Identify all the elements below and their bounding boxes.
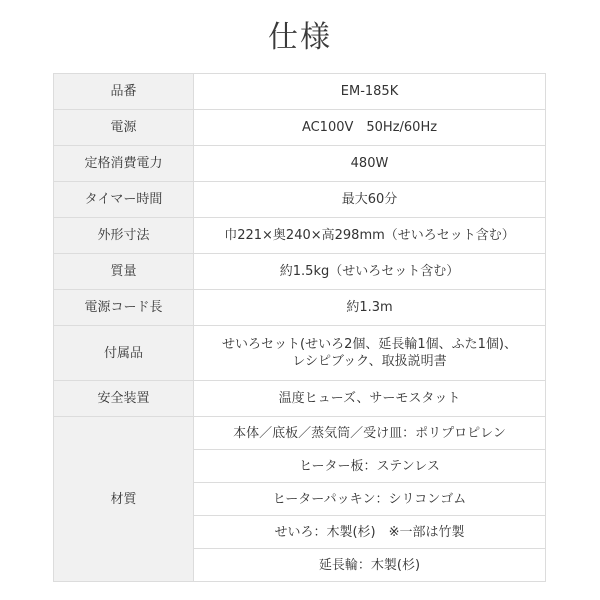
spec-label: 安全装置 (54, 381, 194, 417)
spec-value: 巾221×奥240×高298mm（せいろセット含む） (194, 218, 546, 254)
page-title: 仕様 (268, 20, 332, 55)
spec-value-line: レシピブック、取扱説明書 (292, 354, 447, 369)
spec-value: 最大60分 (194, 182, 546, 218)
spec-label: 付属品 (54, 326, 194, 381)
table-row (54, 381, 546, 417)
spec-value: ヒーターパッキン：シリコンゴム (194, 483, 546, 516)
table-row (54, 254, 546, 290)
spec-label: タイマー時間 (54, 182, 194, 218)
spec-value (194, 326, 546, 381)
spec-label: 質量 (54, 254, 194, 290)
spec-value: ヒーター板：ステンレス (194, 450, 546, 483)
spec-label: 材質 (54, 417, 194, 582)
spec-value: 約1.5kg（せいろセット含む） (194, 254, 546, 290)
spec-value: 480W (194, 146, 546, 182)
table-row (54, 417, 546, 450)
table-row (54, 110, 546, 146)
spec-value: せいろ：木製(杉) ※一部は竹製 (194, 516, 546, 549)
spec-value: 温度ヒューズ、サーモスタット (194, 381, 546, 417)
spec-label: 外形寸法 (54, 218, 194, 254)
table-row (54, 74, 546, 110)
spec-label: 定格消費電力 (54, 146, 194, 182)
spec-label: 品番 (54, 74, 194, 110)
spec-table (53, 73, 546, 582)
table-row (54, 290, 546, 326)
spec-value: AC100V 50Hz/60Hz (194, 110, 546, 146)
table-row (54, 146, 546, 182)
spec-value: 約1.3m (194, 290, 546, 326)
table-row (54, 326, 546, 381)
spec-label: 電源コード長 (54, 290, 194, 326)
table-row (54, 218, 546, 254)
spec-label: 電源 (54, 110, 194, 146)
spec-value: 延長輪：木製(杉) (194, 549, 546, 582)
spec-value: EM-185K (194, 74, 546, 110)
spec-value-line: せいろセット(せいろ2個、延長輪1個、ふた1個)、 (222, 337, 517, 352)
spec-value: 本体／底板／蒸気筒／受け皿：ポリプロピレン (194, 417, 546, 450)
table-row (54, 182, 546, 218)
